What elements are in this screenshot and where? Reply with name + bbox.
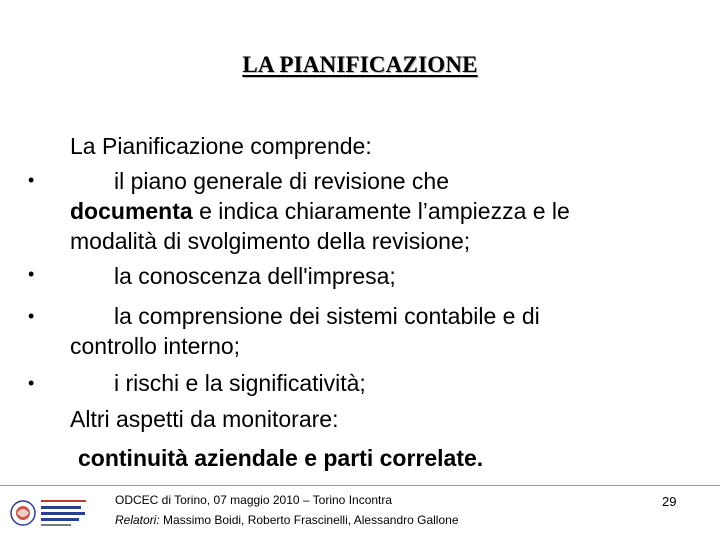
item-4: i rischi e la significatività;	[114, 370, 366, 396]
item-1-line-3: modalità di svolgimento della revisione;	[70, 228, 471, 254]
item-1-line-2	[70, 196, 570, 226]
item-1-bold-word: documenta	[70, 198, 193, 224]
bullet-icon: •	[28, 264, 35, 284]
bullet-icon: •	[28, 306, 35, 326]
odcec-logo-icon	[8, 489, 90, 537]
intro-text: La Pianificazione comprende:	[70, 133, 372, 159]
relatori-names: Massimo Boidi, Roberto Frascinelli, Alessandro Gallone	[159, 513, 459, 527]
item-2: la conoscenza dell'impresa;	[114, 263, 396, 289]
footer-divider	[0, 485, 720, 486]
page-number: 29	[662, 494, 677, 509]
bullet-icon: •	[28, 373, 35, 393]
footer-event-line: ODCEC di Torino, 07 maggio 2010 – Torino Incontra	[115, 493, 393, 507]
relatori-label: Relatori:	[115, 513, 160, 527]
item-3-line-2: controllo interno;	[70, 333, 241, 359]
item-3-line-1: la comprensione dei sistemi contabile e di	[114, 303, 540, 329]
item-1-line-2-rest: e indica chiaramente l’ampiezza e le	[192, 198, 570, 224]
other-aspects-text: Altri aspetti da monitorare:	[70, 406, 339, 432]
slide-title: LA PIANIFICAZIONE	[242, 52, 478, 77]
bullet-icon: •	[28, 170, 35, 190]
footer-speakers-line	[115, 512, 459, 528]
item-1-line-1: il piano generale di revisione che	[114, 168, 449, 194]
conclusion-text: continuità aziendale e parti correlate.	[78, 445, 484, 471]
